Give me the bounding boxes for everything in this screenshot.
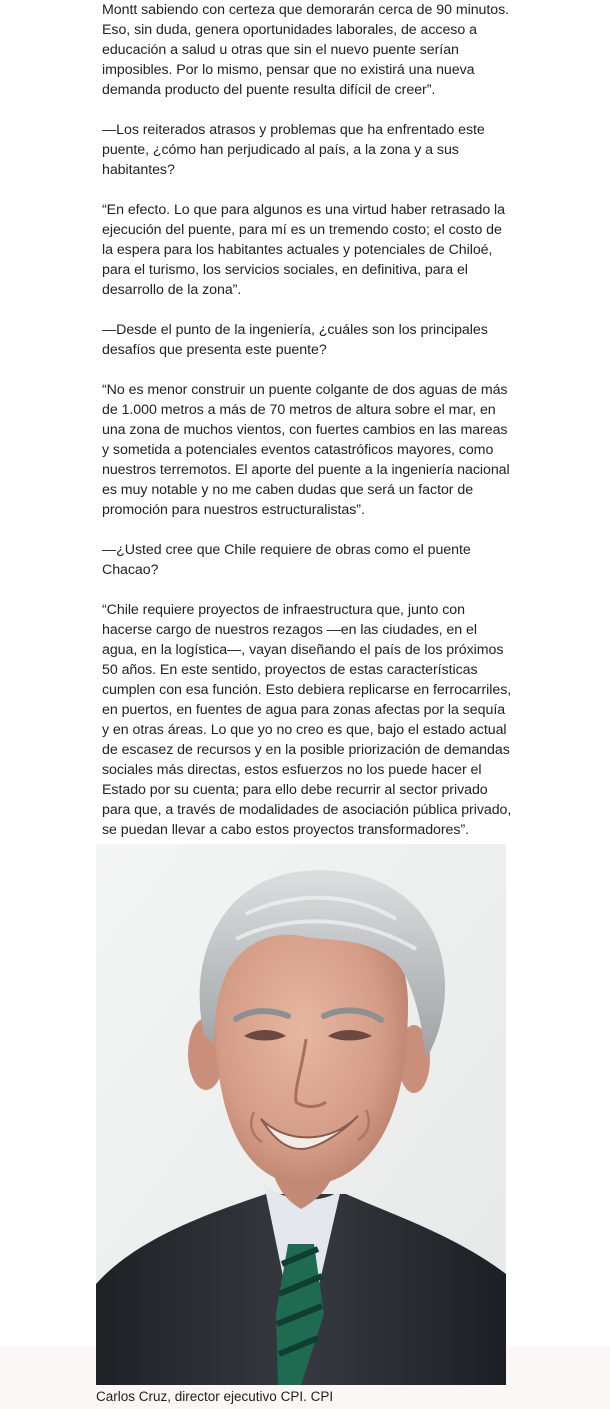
- text-line: la espera para los habitantes actuales y potenciales de Chiloé,: [102, 242, 493, 258]
- text-line: Chacao?: [102, 562, 159, 578]
- text-line: una zona de muchos vientos, con fuertes cambios en las mareas: [102, 422, 508, 438]
- text-line: hacerse cargo de nuestros rezagos —en las ciudades, en el: [102, 622, 477, 638]
- text-line: desarrollo de la zona”.: [102, 282, 242, 298]
- text-line: para que, a través de modalidades de asociación pública privado,: [102, 802, 512, 818]
- interview-answer: [102, 0, 512, 100]
- text-line: desafíos que presenta este puente?: [102, 342, 327, 358]
- text-line: en puertos, en fuentes de agua para zonas afectas por la sequía: [102, 702, 506, 718]
- interview-question: [102, 320, 512, 360]
- text-line: imposibles. Por lo mismo, pensar que no existirá una nueva: [102, 62, 475, 78]
- text-line: ejecución del puente, para mí es un tremendo costo; el costo de: [102, 222, 502, 238]
- text-line: “Chile requiere proyectos de infraestructura que, junto con: [102, 602, 465, 618]
- interview-answer: [102, 380, 512, 520]
- text-line: “No es menor construir un puente colgante de dos aguas de más: [102, 382, 508, 398]
- text-line: educación a salud u otras que sin el nuevo puente serían: [102, 42, 459, 58]
- text-line: es muy notable y no me caben dudas que será un factor de: [102, 482, 474, 498]
- text-line: “En efecto. Lo que para algunos es una virtud haber retrasado la: [102, 202, 505, 218]
- text-line: puente, ¿cómo han perjudicado al país, a la zona y a sus: [102, 142, 459, 158]
- article-body: [102, 0, 512, 860]
- text-line: Eso, sin duda, genera oportunidades laborales, de acceso a: [102, 22, 477, 38]
- text-line: cumplen con esa función. Esto debiera replicarse en ferrocarriles,: [102, 682, 512, 698]
- text-line: Montt sabiendo con certeza que demorarán cerca de 90 minutos.: [102, 2, 510, 18]
- photo-caption: Carlos Cruz, director ejecutivo CPI. CPI: [96, 1389, 334, 1404]
- text-line: promoción para nuestros estructuralistas”.: [102, 502, 365, 518]
- text-line: de escasez de recursos y en la posible priorización de demandas: [102, 742, 510, 758]
- text-line: —Los reiterados atrasos y problemas que ha enfrentado este: [102, 122, 485, 138]
- text-line: y en otras áreas. Lo que yo no creo es que, bajo el estado actual: [102, 722, 507, 738]
- interview-question: [102, 120, 512, 180]
- interview-question: [102, 540, 512, 580]
- text-line: demanda producto del puente resulta difícil de creer”.: [102, 82, 436, 98]
- text-line: habitantes?: [102, 162, 175, 178]
- text-line: Estado por su cuenta; para ello debe recurrir al sector privado: [102, 782, 488, 798]
- text-line: y sometida a potenciales eventos catastróficos mayores, como: [102, 442, 494, 458]
- text-line: nuestros terremotos. El aporte del puente a la ingeniería nacional: [102, 462, 510, 478]
- interview-answer: [102, 200, 512, 300]
- portrait-figure: [96, 844, 506, 1385]
- text-line: agua, en la logística—, vayan diseñando el país de los próximos: [102, 642, 504, 658]
- text-line: sociales más directas, estos esfuerzos no los puede hacer el: [102, 762, 482, 778]
- text-line: —¿Usted cree que Chile requiere de obras como el puente: [102, 542, 471, 558]
- text-line: para el turismo, los servicios sociales, en definitiva, para el: [102, 262, 468, 278]
- text-line: —Desde el punto de la ingeniería, ¿cuáles son los principales: [102, 322, 488, 338]
- text-line: 50 años. En este sentido, proyectos de estas características: [102, 662, 478, 678]
- portrait-photo: [96, 844, 506, 1385]
- interview-answer: [102, 600, 512, 840]
- text-line: de 1.000 metros a más de 70 metros de altura sobre el mar, en: [102, 402, 496, 418]
- text-line: se puedan llevar a cabo estos proyectos transformadores”.: [102, 822, 470, 838]
